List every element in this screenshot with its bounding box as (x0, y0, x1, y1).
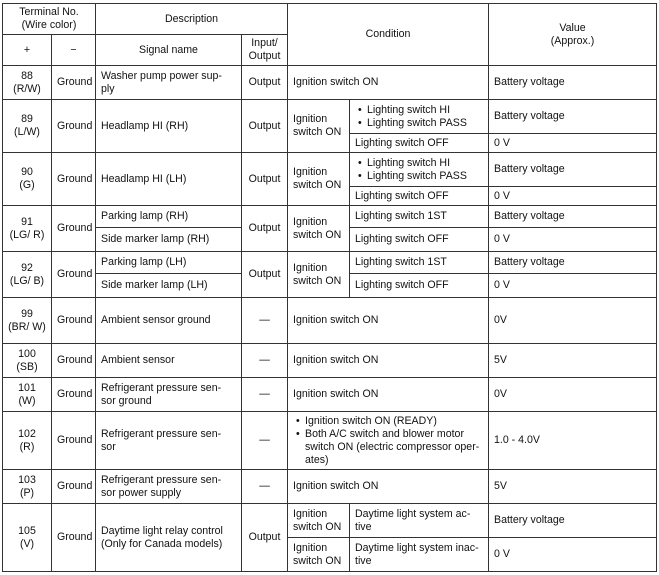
table-row (3, 252, 657, 274)
ignition-cell: Ignition switch ON (288, 153, 350, 206)
description-header: Description (96, 4, 288, 35)
signal-name: Washer pump power sup- ply (96, 66, 242, 100)
terminal-number: 99 (21, 307, 33, 320)
terminal-number: 102 (18, 427, 36, 440)
condition-cell: Ignition switch ON (288, 344, 489, 378)
condition-cell: Lighting switch 1ST (350, 206, 489, 228)
condition-cell: Ignition switch ON (288, 298, 489, 344)
value-cell: Battery voltage (489, 252, 657, 274)
condition-cell: Lighting switch 1ST (350, 252, 489, 274)
condition-cell: Ignition switch ON (288, 378, 489, 412)
wire-color: (LG/ B) (9, 274, 45, 287)
ignition-cell: Ignition switch ON (288, 206, 350, 252)
condition-bullet: • Lighting switch PASS (367, 170, 483, 183)
value-cell: 0 V (489, 187, 657, 206)
condition-cell: Lighting switch OFF (350, 187, 489, 206)
ground-cell: Ground (52, 66, 96, 100)
io-cell: Output (242, 66, 288, 100)
signal-name: Parking lamp (LH) (96, 252, 242, 274)
terminal-no-header (3, 4, 96, 35)
condition-cell (350, 100, 489, 134)
signal-name: Refrigerant pressure sen- sor power supply (96, 470, 242, 504)
condition-cell: Daytime light system inac- tive (350, 538, 489, 572)
ground-cell: Ground (52, 100, 96, 153)
approx-label: (Approx.) (550, 34, 595, 47)
value-cell: 0 V (489, 134, 657, 153)
condition-bullet: • Both A/C switch and blower motor switch ON (electric compressor oper- ates) (305, 428, 483, 467)
table-row (3, 66, 657, 100)
terminal-cell (3, 412, 52, 470)
terminal-cell (3, 344, 52, 378)
wire-color: (W) (18, 394, 36, 407)
value-cell: Battery voltage (489, 66, 657, 100)
terminal-cell (3, 470, 52, 504)
signal-name: Ambient sensor (96, 344, 242, 378)
io-cell: — (242, 344, 288, 378)
condition-bullet: • Lighting switch HI (367, 157, 483, 170)
io-cell: Output (242, 100, 288, 153)
wire-color-label: (Wire color) (21, 19, 77, 31)
condition-cell: Ignition switch ON (288, 470, 489, 504)
condition-cell: Ignition switch ON (288, 66, 489, 100)
condition-bullet: • Lighting switch PASS (367, 117, 483, 130)
condition-cell (288, 412, 489, 470)
ground-cell: Ground (52, 206, 96, 252)
signal-name-header: Signal name (96, 35, 242, 66)
terminal-cell (3, 298, 52, 344)
signal-name: Parking lamp (RH) (96, 206, 242, 228)
value-cell: Battery voltage (489, 504, 657, 538)
ground-cell: Ground (52, 153, 96, 206)
wire-color: (R) (19, 440, 35, 453)
terminal-cell (3, 66, 52, 100)
io-cell: — (242, 412, 288, 470)
condition-cell: Lighting switch OFF (350, 228, 489, 252)
terminal-number: 100 (18, 347, 36, 360)
terminal-cell (3, 378, 52, 412)
io-cell: — (242, 378, 288, 412)
ignition-cell: Ignition switch ON (288, 252, 350, 298)
value-cell: Battery voltage (489, 206, 657, 228)
condition-cell (350, 153, 489, 187)
terminal-cell (3, 252, 52, 298)
terminal-number: 103 (18, 473, 36, 486)
ground-cell: Ground (52, 412, 96, 470)
wire-color: (G) (19, 179, 35, 191)
terminal-number: 101 (18, 381, 36, 394)
signal-name: Refrigerant pressure sen- sor (96, 412, 242, 470)
ignition-cell: Ignition switch ON (288, 100, 350, 153)
value-cell: 5V (489, 344, 657, 378)
terminal-cell (3, 153, 52, 206)
table-row (3, 344, 657, 378)
table-row (3, 412, 657, 470)
value-cell: 0 V (489, 538, 657, 572)
signal-name: Ambient sensor ground (96, 298, 242, 344)
io-cell: Output (242, 206, 288, 252)
input-output-header: Input/ Output (242, 35, 288, 66)
minus-header: − (52, 35, 96, 66)
value-cell: 0V (489, 298, 657, 344)
table-row (3, 470, 657, 504)
table-row (3, 100, 657, 134)
ground-cell: Ground (52, 344, 96, 378)
table-row (3, 153, 657, 187)
signal-name: Daytime light relay control (Only for Canada models) (96, 504, 242, 572)
ground-cell: Ground (52, 504, 96, 572)
signal-name: Side marker lamp (LH) (96, 274, 242, 298)
terminal-number: 92 (21, 261, 33, 274)
value-cell: Battery voltage (489, 100, 657, 134)
signal-name: Side marker lamp (RH) (96, 228, 242, 252)
ground-cell: Ground (52, 378, 96, 412)
wire-color: (R/W) (13, 82, 41, 95)
io-cell: — (242, 470, 288, 504)
wire-color: (SB) (16, 360, 38, 373)
value-cell: 0 V (489, 228, 657, 252)
value-cell: 0V (489, 378, 657, 412)
condition-cell: Daytime light system ac- tive (350, 504, 489, 538)
condition-cell: Lighting switch OFF (350, 134, 489, 153)
terminal-table (2, 3, 657, 572)
value-cell: 5V (489, 470, 657, 504)
terminal-cell (3, 504, 52, 572)
terminal-cell (3, 100, 52, 153)
wire-color: (BR/ W) (8, 320, 46, 333)
signal-name: Headlamp HI (LH) (96, 153, 242, 206)
terminal-number: 105 (18, 524, 36, 537)
table-row (3, 504, 657, 538)
condition-bullet: • Lighting switch HI (367, 104, 483, 117)
value-label: Value (559, 21, 586, 34)
signal-name: Refrigerant pressure sen- sor ground (96, 378, 242, 412)
condition-cell: Lighting switch OFF (350, 274, 489, 298)
terminal-number: 89 (21, 113, 33, 125)
ground-cell: Ground (52, 252, 96, 298)
value-cell: 1.0 - 4.0V (489, 412, 657, 470)
ignition-cell: Ignition switch ON (288, 504, 350, 538)
value-cell: 0 V (489, 274, 657, 298)
table-row (3, 378, 657, 412)
ignition-cell: Ignition switch ON (288, 538, 350, 572)
terminal-no-label: Terminal No. (19, 6, 79, 18)
table-row (3, 206, 657, 228)
wire-color: (V) (19, 537, 35, 550)
terminal-number: 88 (21, 69, 33, 82)
wire-color: (L/W) (14, 126, 40, 138)
ground-cell: Ground (52, 298, 96, 344)
signal-name: Headlamp HI (RH) (96, 100, 242, 153)
wire-color: (P) (19, 486, 35, 499)
table-row (3, 298, 657, 344)
condition-bullet: • Ignition switch ON (READY) (305, 415, 483, 428)
plus-header: + (3, 35, 52, 66)
value-header (489, 4, 657, 66)
wire-color: (LG/ R) (9, 228, 45, 241)
terminal-number: 90 (21, 166, 33, 178)
ground-cell: Ground (52, 470, 96, 504)
value-cell: Battery voltage (489, 153, 657, 187)
condition-header: Condition (288, 4, 489, 66)
io-cell: Output (242, 252, 288, 298)
terminal-number: 91 (21, 215, 33, 228)
io-cell: Output (242, 504, 288, 572)
io-cell: Output (242, 153, 288, 206)
io-cell: — (242, 298, 288, 344)
terminal-cell (3, 206, 52, 252)
